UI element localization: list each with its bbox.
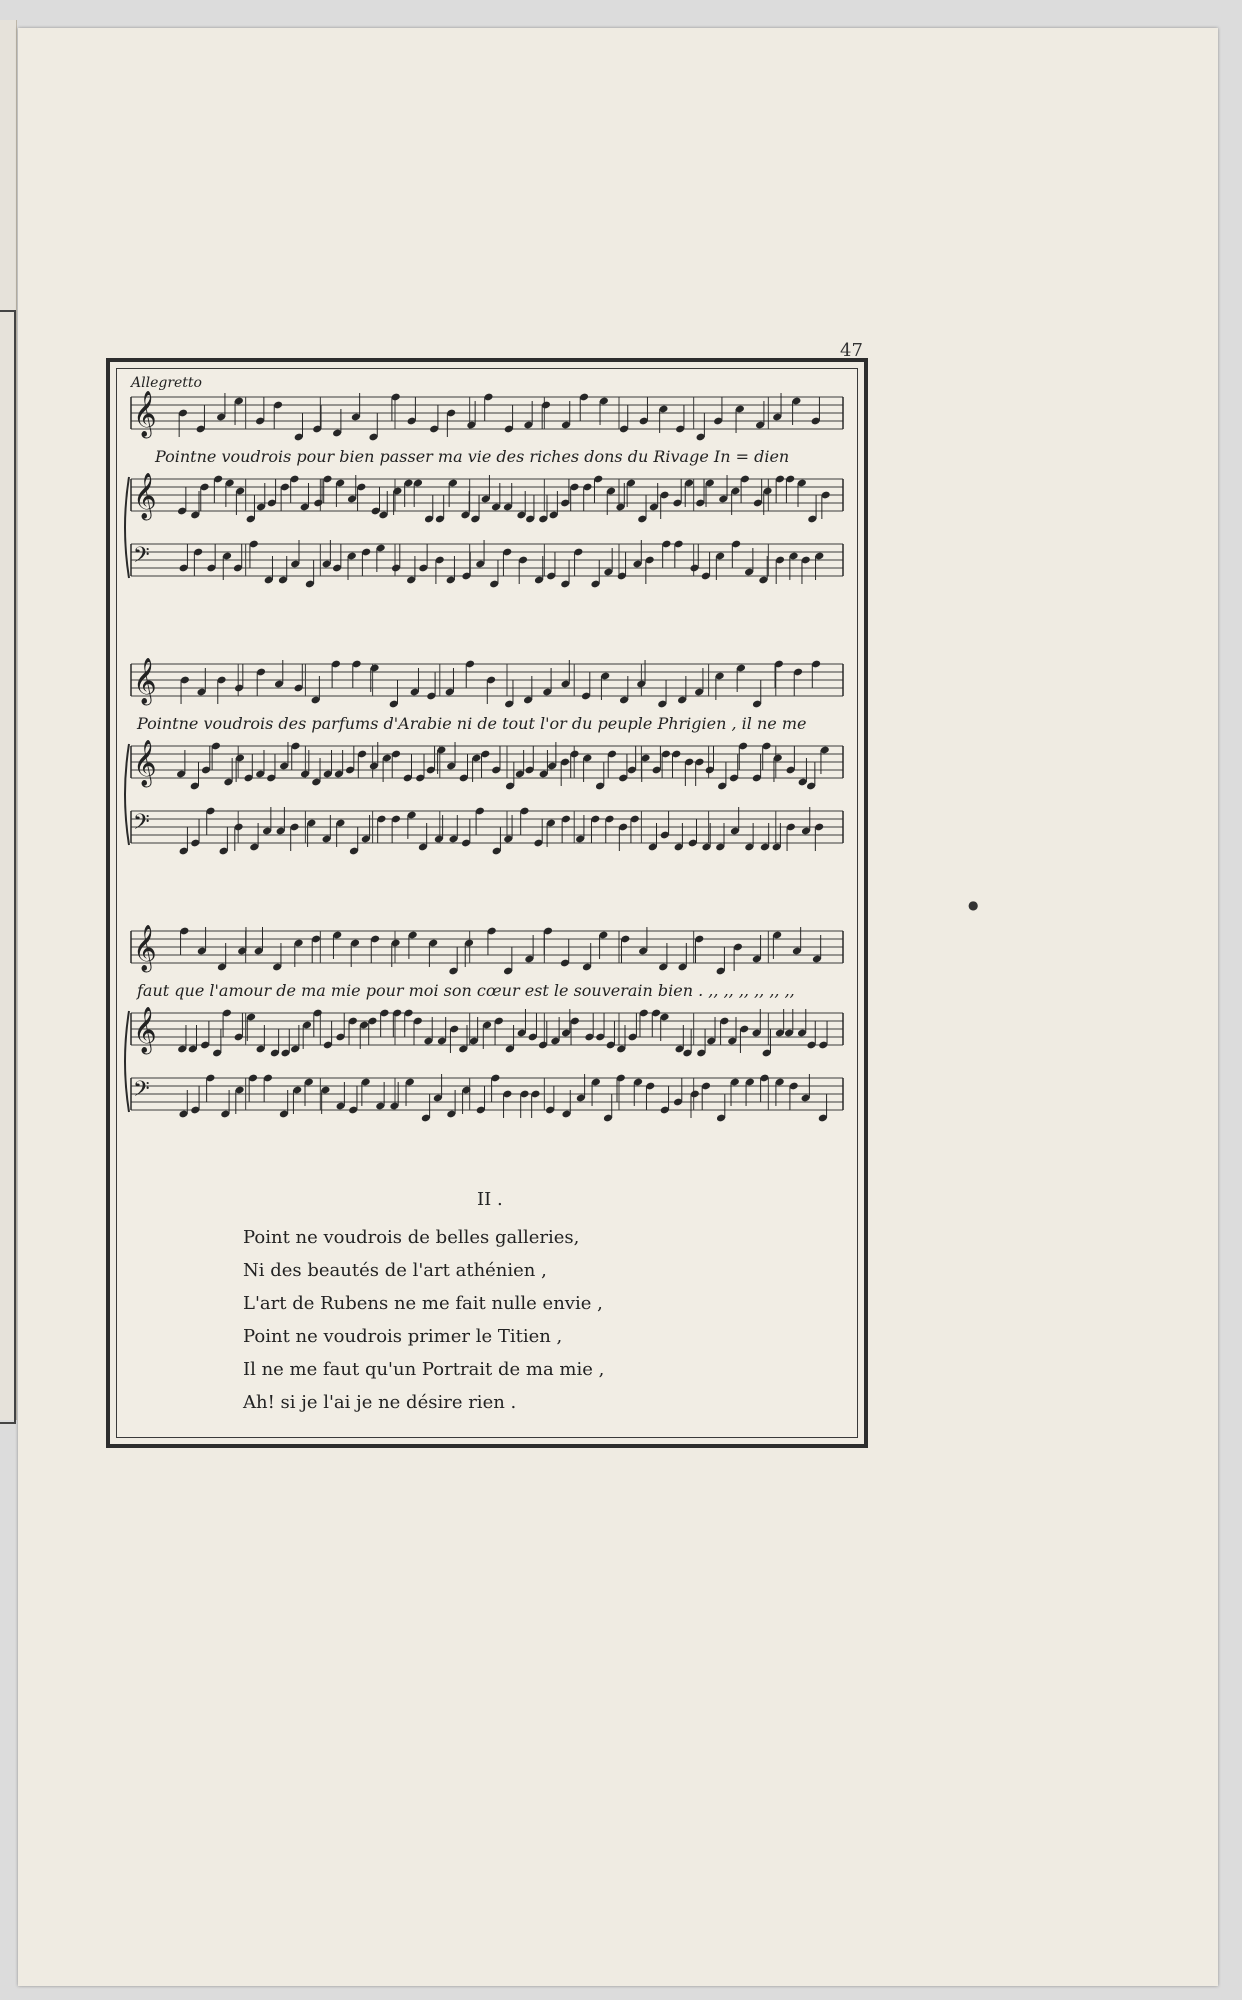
lyric-line-2: Pointne voudrois des parfums d'Arabie ni de tout l'or du peuple Phrigien , il ne me [137,714,807,733]
verse-line: Ni des beautés de l'art athénien , [243,1260,547,1281]
verse-text [243,1221,604,1419]
verse-line: Il ne me faut qu'un Portrait de ma mie , [243,1359,605,1380]
verse-line: Ah! si je l'ai je ne désire rien . [243,1392,517,1413]
bass-clef: 𝄢 [133,810,150,840]
adjacent-page-edge [0,20,17,1420]
book-page [18,28,1218,1986]
bass-clef: 𝄢 [133,543,150,573]
system-brace [125,1011,129,1112]
treble-clef: 𝄞 [133,473,157,519]
paper-speck: ● [968,898,979,912]
lyric-line-3: faut que l'amour de ma mie pour moi son cœur est le souverain bien . ,, ,, ,, ,, ,, ,, [137,981,795,1000]
lyric-line-1: Pointne voudrois pour bien passer ma vie des riches dons du Rivage In = dien [155,447,790,466]
treble-clef: 𝄞 [133,391,157,437]
verse-line: Point ne voudrois de belles galleries, [243,1227,580,1248]
system-brace [125,744,129,845]
bass-clef: 𝄢 [133,1077,150,1107]
treble-clef: 𝄞 [133,925,157,971]
engraved-plate [106,358,868,1448]
page-number: 47 [840,340,863,361]
system-brace [125,477,129,578]
treble-clef: 𝄞 [133,740,157,786]
verse-line: Point ne voudrois primer le Titien , [243,1326,563,1347]
verse-line: L'art de Rubens ne me fait nulle envie , [243,1293,603,1314]
treble-clef: 𝄞 [133,1007,157,1053]
plate-inner-frame [116,368,858,1438]
adjacent-page-plate-fragment [0,310,16,1424]
verse-number: II . [477,1189,503,1210]
tempo-marking: Allegretto [131,375,202,391]
treble-clef: 𝄞 [133,658,157,704]
